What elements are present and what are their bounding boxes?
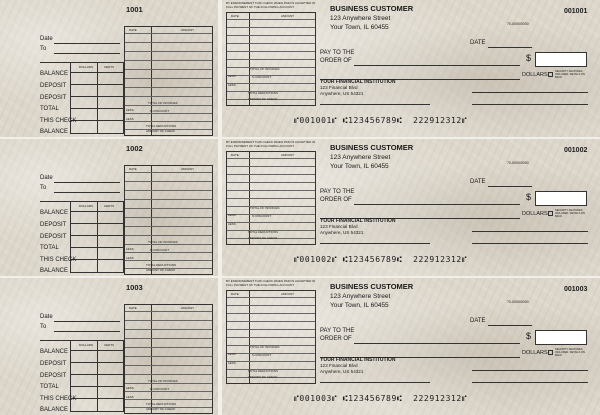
check-ledger-date-header: DATE	[231, 14, 239, 18]
business-address-line1: 123 Anywhere Street	[330, 15, 391, 22]
check-date-line[interactable]	[488, 47, 532, 48]
dollar-sign: $	[526, 331, 532, 341]
stub-balance-label: BALANCE	[40, 210, 69, 216]
stub-ledger-table	[124, 304, 213, 414]
business-address-line2: Your Town, IL 60455	[330, 302, 389, 309]
stub-this-check-label: THIS CHECK	[40, 118, 77, 124]
stub-total-deductions-label: TOTAL DEDUCTIONS	[146, 263, 176, 267]
endorsement-text: BY ENDORSEMENT THIS CHECK WHEN PAID IS ACCEPTED IN FULL PAYMENT OF THE FOLLOWING ACCOUNT	[226, 279, 316, 287]
check-body	[222, 0, 600, 137]
business-address-line2: Your Town, IL 60455	[330, 163, 389, 170]
signature-line[interactable]	[472, 370, 588, 371]
order-of-label: ORDER OF	[320, 58, 352, 64]
stub-balance-label-2: BALANCE	[40, 407, 69, 413]
bank-address-line1: 123 Financial Blvd	[320, 363, 358, 368]
stub-discount-label: % DISCOUNT	[150, 387, 170, 391]
stub-this-check-label: THIS CHECK	[40, 396, 77, 402]
bank-address-line2: Anywhere, US 54321	[320, 91, 364, 96]
signature-line-2[interactable]	[472, 382, 588, 383]
check-total-deductions-label: TOTAL DEDUCTIONS	[248, 369, 278, 373]
stub-deposit-label-2: DEPOSIT	[40, 234, 67, 240]
dollar-sign: $	[526, 53, 532, 63]
check-total-deductions-label: TOTAL DEDUCTIONS	[248, 91, 278, 95]
dollar-sign: $	[526, 192, 532, 202]
stub-balance-label: BALANCE	[40, 349, 69, 355]
check-less-label-2: LESS	[228, 361, 236, 365]
business-name: BUSINESS CUSTOMER	[330, 4, 414, 13]
memo-line[interactable]	[320, 104, 430, 105]
stub-less-label-2: LESS	[126, 395, 134, 399]
padlock-icon	[548, 350, 553, 355]
stub-amount-of-check-label: AMOUNT OF CHECK	[146, 407, 176, 411]
stub-less-label-2: LESS	[126, 256, 134, 260]
stub-total-label: TOTAL	[40, 106, 59, 112]
check-ledger-amount-header: AMOUNT	[281, 153, 294, 157]
check-date-line[interactable]	[488, 186, 532, 187]
check-total-deductions-label: TOTAL DEDUCTIONS	[248, 230, 278, 234]
amount-box[interactable]	[535, 330, 587, 345]
bank-name: YOUR FINANCIAL INSTITUTION	[320, 79, 396, 85]
pay-to-label: PAY TO THE	[320, 189, 355, 195]
stub-less-label: LESS	[126, 386, 134, 390]
stub-ledger-amount-header: AMOUNT	[181, 28, 194, 32]
stub-total-label: TOTAL	[40, 245, 59, 251]
stub-ledger-table	[124, 26, 213, 136]
order-of-label: ORDER OF	[320, 336, 352, 342]
stub-date-label: Date	[40, 175, 53, 181]
stub-amount-of-check-label: AMOUNT OF CHECK	[146, 129, 176, 133]
check-total-invoices-label: TOTAL OF INVOICES	[250, 345, 280, 349]
dollars-label: DOLLARS	[522, 211, 548, 217]
stub-number: 1001	[126, 5, 143, 14]
stub-to-line[interactable]	[54, 192, 120, 193]
bank-address-line2: Anywhere, US 54321	[320, 369, 364, 374]
endorsement-text: BY ENDORSEMENT THIS CHECK WHEN PAID IS ACCEPTED IN FULL PAYMENT OF THE FOLLOWING ACCOUNT	[226, 140, 316, 148]
stub-dollars-header: DOLLARS	[79, 204, 94, 208]
check-number: 001003	[564, 286, 588, 293]
payee-line[interactable]	[354, 343, 520, 344]
check-date-line[interactable]	[488, 325, 532, 326]
stub-balance-label: BALANCE	[40, 71, 69, 77]
check-amount-of-check-label: AMOUNT OF CHECK	[248, 375, 278, 379]
check-stub	[0, 0, 218, 137]
stub-discount-label: % DISCOUNT	[150, 109, 170, 113]
check-amount-of-check-label: AMOUNT OF CHECK	[248, 97, 278, 101]
stub-deposit-label: DEPOSIT	[40, 83, 67, 89]
check-amount-of-check-label: AMOUNT OF CHECK	[248, 236, 278, 240]
check-set	[0, 139, 600, 276]
stub-to-label: To	[40, 46, 47, 52]
check-date-label: DATE	[470, 318, 486, 324]
micr-line: ⑈001003⑈ ⑆123456789⑆ 222912312⑈	[294, 394, 468, 403]
stub-total-deductions-label: TOTAL DEDUCTIONS	[146, 402, 176, 406]
stub-date-label: Date	[40, 36, 53, 42]
stub-balance-grid	[70, 201, 124, 273]
routing-fraction: 70-0000/0000	[507, 22, 529, 26]
stub-discount-label: % DISCOUNT	[150, 248, 170, 252]
stub-deposit-label: DEPOSIT	[40, 222, 67, 228]
business-name: BUSINESS CUSTOMER	[330, 143, 414, 152]
bank-address-line1: 123 Financial Blvd	[320, 224, 358, 229]
pay-to-label: PAY TO THE	[320, 50, 355, 56]
business-name: BUSINESS CUSTOMER	[330, 282, 414, 291]
stub-dollars-header: DOLLARS	[79, 343, 94, 347]
pay-to-label: PAY TO THE	[320, 328, 355, 334]
check-ledger-amount-header: AMOUNT	[281, 292, 294, 296]
bank-name: YOUR FINANCIAL INSTITUTION	[320, 218, 396, 224]
stub-cents-header: CENTS	[104, 343, 115, 347]
stub-ledger-table	[124, 165, 213, 275]
padlock-icon	[548, 211, 553, 216]
stub-less-label: LESS	[126, 108, 134, 112]
stub-to-line[interactable]	[54, 331, 120, 332]
dollars-label: DOLLARS	[522, 350, 548, 356]
payee-line[interactable]	[354, 65, 520, 66]
order-of-label: ORDER OF	[320, 197, 352, 203]
stub-date-line[interactable]	[54, 321, 120, 322]
check-less-label: LESS	[228, 74, 236, 78]
check-discount-label: % DISCOUNT	[252, 214, 272, 218]
stub-amount-of-check-label: AMOUNT OF CHECK	[146, 268, 176, 272]
stub-to-label: To	[40, 324, 47, 330]
stub-total-invoices-label: TOTAL OF INVOICES	[148, 240, 178, 244]
security-features-note: SECURITY FEATURES INCLUDED. DETAILS ON BACK.	[555, 209, 585, 218]
memo-line[interactable]	[320, 243, 430, 244]
check-discount-label: % DISCOUNT	[252, 353, 272, 357]
check-less-label-2: LESS	[228, 83, 236, 87]
endorsement-text: BY ENDORSEMENT THIS CHECK WHEN PAID IS ACCEPTED IN FULL PAYMENT OF THE FOLLOWING ACCOUNT	[226, 1, 316, 9]
bank-address-line1: 123 Financial Blvd	[320, 85, 358, 90]
dollars-label: DOLLARS	[522, 72, 548, 78]
business-address-line2: Your Town, IL 60455	[330, 24, 389, 31]
amount-box[interactable]	[535, 191, 587, 206]
routing-fraction: 70-0000/0000	[507, 300, 529, 304]
signature-line[interactable]	[472, 231, 588, 232]
check-ledger-date-header: DATE	[231, 292, 239, 296]
stub-total-invoices-label: TOTAL OF INVOICES	[148, 101, 178, 105]
stub-to-label: To	[40, 185, 47, 191]
check-set	[0, 0, 600, 137]
payee-line[interactable]	[354, 204, 520, 205]
business-address-line1: 123 Anywhere Street	[330, 154, 391, 161]
check-less-label-2: LESS	[228, 222, 236, 226]
check-less-label: LESS	[228, 352, 236, 356]
stub-total-deductions-label: TOTAL DEDUCTIONS	[146, 124, 176, 128]
stub-deposit-label-2: DEPOSIT	[40, 95, 67, 101]
stub-number: 1003	[126, 283, 143, 292]
stub-ledger-date-header: DATE	[129, 167, 137, 171]
padlock-icon	[548, 72, 553, 77]
signature-line-2[interactable]	[472, 104, 588, 105]
stub-total-label: TOTAL	[40, 384, 59, 390]
stub-balance-label-2: BALANCE	[40, 268, 69, 274]
check-discount-label: % DISCOUNT	[252, 75, 272, 79]
check-less-label: LESS	[228, 213, 236, 217]
routing-fraction: 70-0000/0000	[507, 161, 529, 165]
stub-less-label-2: LESS	[126, 117, 134, 121]
stub-balance-grid	[70, 62, 124, 134]
stub-to-line[interactable]	[54, 53, 120, 54]
check-body	[222, 278, 600, 415]
stub-ledger-date-header: DATE	[129, 28, 137, 32]
check-number: 001002	[564, 147, 588, 154]
stub-total-invoices-label: TOTAL OF INVOICES	[148, 379, 178, 383]
stub-ledger-amount-header: AMOUNT	[181, 306, 194, 310]
signature-line-2[interactable]	[472, 243, 588, 244]
check-number: 001001	[564, 8, 588, 15]
stub-less-label: LESS	[126, 247, 134, 251]
stub-this-check-label: THIS CHECK	[40, 257, 77, 263]
stub-date-line[interactable]	[54, 182, 120, 183]
stub-balance-grid	[70, 340, 124, 412]
stub-number: 1002	[126, 144, 143, 153]
security-features-note: SECURITY FEATURES INCLUDED. DETAILS ON BACK.	[555, 70, 585, 79]
check-ledger-amount-header: AMOUNT	[281, 14, 294, 18]
check-total-invoices-label: TOTAL OF INVOICES	[250, 67, 280, 71]
signature-line[interactable]	[472, 92, 588, 93]
micr-line: ⑈001002⑈ ⑆123456789⑆ 222912312⑈	[294, 255, 468, 264]
stub-balance-label-2: BALANCE	[40, 129, 69, 135]
check-date-label: DATE	[470, 179, 486, 185]
stub-ledger-date-header: DATE	[129, 306, 137, 310]
bank-address-line2: Anywhere, US 54321	[320, 230, 364, 235]
stub-date-line[interactable]	[54, 43, 120, 44]
stub-date-label: Date	[40, 314, 53, 320]
check-ledger-date-header: DATE	[231, 153, 239, 157]
check-stub	[0, 139, 218, 276]
stub-dollars-header: DOLLARS	[79, 65, 94, 69]
stub-cents-header: CENTS	[104, 204, 115, 208]
security-features-note: SECURITY FEATURES INCLUDED. DETAILS ON BACK.	[555, 348, 585, 357]
amount-box[interactable]	[535, 52, 587, 67]
stub-cents-header: CENTS	[104, 65, 115, 69]
micr-line: ⑈001001⑈ ⑆123456789⑆ 222912312⑈	[294, 116, 468, 125]
check-set	[0, 278, 600, 415]
check-stub	[0, 278, 218, 415]
check-date-label: DATE	[470, 40, 486, 46]
check-total-invoices-label: TOTAL OF INVOICES	[250, 206, 280, 210]
stub-deposit-label-2: DEPOSIT	[40, 373, 67, 379]
business-address-line1: 123 Anywhere Street	[330, 293, 391, 300]
memo-line[interactable]	[320, 382, 430, 383]
stub-ledger-amount-header: AMOUNT	[181, 167, 194, 171]
bank-name: YOUR FINANCIAL INSTITUTION	[320, 357, 396, 363]
stub-deposit-label: DEPOSIT	[40, 361, 67, 367]
check-body	[222, 139, 600, 276]
